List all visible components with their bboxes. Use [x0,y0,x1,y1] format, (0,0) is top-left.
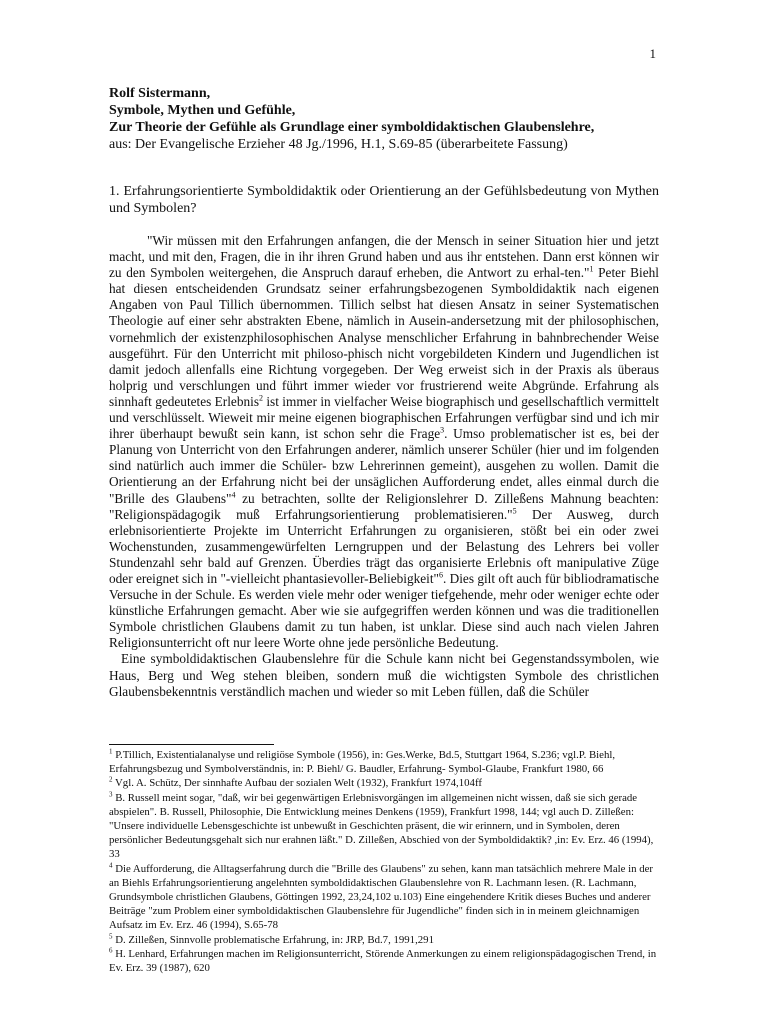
footnote-text: D. Zilleßen, Sinnvolle problematische Erfahrung, in: JRP, Bd.7, 1991,291 [112,933,434,946]
footnote-1 [109,748,661,776]
footnote-number: 4 [109,861,113,870]
footnote-mark: 6 [438,570,443,580]
footnote-6 [109,947,661,975]
section-heading: 1. Erfahrungsorientierte Symboldidaktik oder Orientierung an der Gefühlsbedeutung von Mythen und Symbolen? [109,184,659,216]
footnote-mark: 2 [259,393,263,403]
footnote-text: H. Lenhard, Erfahrungen machen im Religionsunterricht, Störende Anmerkungen zu einem religionspädagogischen Trend, in Ev. Erz. 39 (1987), 620 [109,947,657,975]
footnote-number: 2 [109,775,113,784]
text-run: . Umso problematischer ist es, bei der Planung von Unterricht von den Erfahrungen anderer, nämlich unserer Schüler (hier und im folgenden sind natürlich auch immer die Schüler- bzw Lehrerinnen gemeint), ausgehen zu wollen. Damit die Orientierung an der Erfahrung nicht bei der unsäglichen Aufforderung endet, alles einmal durch die "Brille des Glaubens" [109,426,659,506]
footnote-number: 3 [109,790,113,799]
footnote-number: 1 [109,747,113,756]
footnote-text: P.Tillich, Existentialanalyse und religiöse Symbole (1956), in: Ges.Werke, Bd.5, Stuttgart 1964, S.236; vgl.P. Biehl, Erfahrungsbezug und Symbolverständnis, in: P. Biehl/ G. Baudler, Erfahrung- Symbol-Glaube, Frankfurt 1980, 66 [109,749,616,776]
text-run: ist immer in vielfacher Weise biographisch und gesellschaftlich vermittelt und verschlüsselt. Wieweit mir meine eigenen biographischen Erfahrungen verfügbar sind und ich mir ihrer überhaupt bewußt sein kann, ist schon sehr die Frage [109,393,659,442]
footnote-mark: 5 [512,506,517,516]
text-run: Peter Biehl hat diesen entscheidenden Grundsatz seiner erfahrungsbezogenen Symboldidaktik nach eigenen Angaben von Paul Tillich übernommen. Tillich selbst hat diesen Ansatz in seiner Systematischen Theologie auf einer sehr abstrakten Ebene, nämlich in Ausein-andersetzung mit der philosophischen, vornehmlich der existenzphilosophischen Analyse menschlicher Erfahrung in bahnbrechender Weise ausgeführt. Für den Unterricht mit philoso-phisch nicht vorgebildeten Kindern und Jugendlichen ist damit jedoch allenfalls eine Richtung vorgegeben. Der Weg erweist sich in der Praxis als überaus holprig und verschlungen und führt immer wieder vor frustrierend weite Abgründe. Erfahrung als sinnhaft gedeutetes Erlebnis [109,265,659,409]
body-text [109,233,659,700]
title: Symbole, Mythen und Gefühle, [109,103,296,118]
footnote-2 [109,776,661,790]
footnote-5 [109,933,661,947]
article-header [109,85,659,153]
page-number: 1 [649,46,656,61]
paragraph-1 [109,233,659,651]
footnote-mark: 4 [231,490,236,500]
footnote-divider [109,744,274,745]
footnotes [109,748,661,975]
source-citation: aus: Der Evangelische Erzieher 48 Jg./1996, H.1, S.69-85 (überarbeitete Fassung) [109,137,568,152]
footnote-text: B. Russell meint sogar, "daß, wir bei gegenwärtigen Erlebnisvorgängen im allgemeinen nicht wissen, daß sie sich gerade abspielen". B. Russell, Philosophie, Die Entwicklung meines Denkens (1959), Frankfurt 1998, 144; vgl auch D. Zilleßen: "Unsere individuelle Lebensgeschichte ist unbewußt in Geschichten präsent, die wir erinnern, und in Symbolen, deren persönlicher Bedeutungsgehalt sich nur erahnen läßt." D. Zilleßen, Abschied von der Symboldidaktik? ,in: Ev. Erz. 46 (1994), 33 [109,791,654,861]
subtitle: Zur Theorie der Gefühle als Grundlage einer symboldidaktischen Glaubenslehre, [109,120,595,135]
text-run: Der Ausweg, durch erlebnisorientierte Projekte im Unterricht Erfahrungen zu organisieren, stößt bei ein oder zwei Wochenstunden, zusammengewürfelten Lerngruppen und der Belastung des Lehrers bei voller Stundenzahl sehr bald auf Grenzen. Überdies trägt das organisierte Erlebnis oft manipulative Züge oder ereignet sich in "-vielleicht phantasievoller-Beliebigkeit" [109,506,659,586]
footnote-mark: 1 [589,264,594,274]
footnote-3 [109,791,661,862]
text-run: zu betrachten, sollte der Religionslehrer D. Zilleßens Mahnung beachten: "Religionspädagogik muß Erfahrungsorientierung problematisieren." [109,490,659,522]
text-run: . Dies gilt oft auch für bibliodramatische Versuche in der Schule. Es werden viele mehr oder weniger tiefgehende, mehr oder weniger echte oder künstliche Erfahrungen gemacht. Aber wie sie aufgegriffen werden können und was die traditionellen Symbole christlichen Glaubens damit zu tun haben, ist unklar. Diese sind auch nach vielen Jahren Religionsunterricht oft nur leere Worte ohne jede persönliche Bedeutung. [109,570,659,651]
footnote-number: 5 [109,932,113,941]
footnote-4 [109,862,661,933]
author: Rolf Sistermann, [109,86,211,101]
footnote-text: Vgl. A. Schütz, Der sinnhafte Aufbau der sozialen Welt (1932), Frankfurt 1974,104ff [112,777,482,790]
footnote-text: Die Aufforderung, die Alltagserfahrung durch die "Brille des Glaubens" zu sehen, kann man tatsächlich mehrere Male in der an Biehls Erfahrungsorientierung angelehnten symboldidaktischen Glaubenslehre von R. Lachmann lesen. (R. Lachmann, Grundsymbole christlichen Glaubens, Göttingen 1992, 23,24,102 u.103) Eine eingehendere Kritik dieses Buches und anderer Beiträge "zum Problem einer symboldidaktischen Glaubenslehre für Jugendliche" finden sich in in meinem gleichnamigen Aufsatz im Ev. Erz. 46 (1994), S.65-78 [109,862,653,932]
footnote-number: 6 [109,946,113,955]
footnote-mark: 3 [440,425,445,435]
quote-text: "Wir müssen mit den Erfahrungen anfangen, die der Mensch in seiner Situation hier und jetzt macht, und mit den, Fragen, die in ihr ihren Grund haben und aus ihr entstehen. Dann erst können wir zu den Symbolen weitergehen, die Anspruch darauf erheben, die Antwort zu erhal-ten." [109,233,659,281]
paragraph-2: Eine symboldidaktischen Glaubenslehre für die Schule kann nicht bei Gegenstandssymbolen, wie Haus, Berg und Weg stehen bleiben, sondern muß die wichtigsten Symbole des christlichen Glaubensbekenntnis verständlich machen und wieder so mit Leben füllen, daß die Schüler [109,651,659,699]
